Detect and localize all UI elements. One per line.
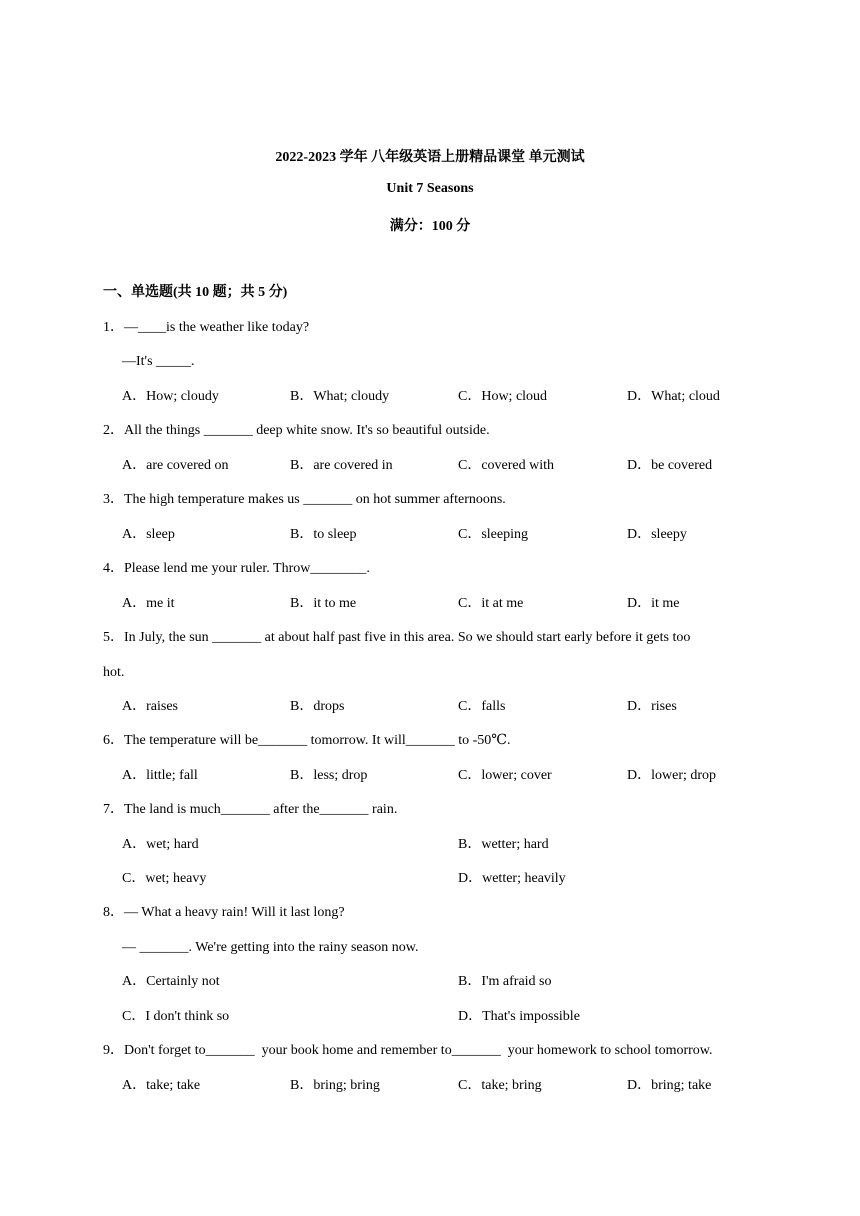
question-1-stem: 1．—____is the weather like today? [103, 320, 310, 335]
question-9-stem: 9．Don't forget to_______ your book home and remember to_______ your homework to school tomorrow. [103, 1043, 713, 1058]
question-4-option-d[interactable]: D．it me [627, 596, 680, 611]
question-3-option-a[interactable]: A．sleep [122, 527, 175, 542]
question-8-option-a[interactable]: A．Certainly not [122, 974, 220, 989]
question-8-option-d[interactable]: D．That's impossible [458, 1009, 580, 1024]
question-3-option-d[interactable]: D．sleepy [627, 527, 687, 542]
question-2-option-c[interactable]: C．covered with [458, 458, 555, 473]
question-4-option-c[interactable]: C．it at me [458, 596, 524, 611]
question-1-option-b[interactable]: B．What; cloudy [290, 389, 390, 404]
question-2-stem: 2．All the things _______ deep white snow. It's so beautiful outside. [103, 423, 490, 438]
question-1-reply: —It's _____. [122, 354, 195, 369]
question-8-option-b[interactable]: B．I'm afraid so [458, 974, 552, 989]
question-7-option-c[interactable]: C．wet; heavy [122, 871, 207, 886]
question-8-option-c[interactable]: C．I don't think so [122, 1009, 230, 1024]
question-4-option-a[interactable]: A．me it [122, 596, 175, 611]
question-9-option-d[interactable]: D．bring; take [627, 1078, 712, 1093]
question-6-option-c[interactable]: C．lower; cover [458, 768, 552, 783]
question-1-option-d[interactable]: D．What; cloud [627, 389, 720, 404]
exam-title: 2022-2023 学年 八年级英语上册精品课堂 单元测试 [275, 150, 585, 165]
question-9-option-a[interactable]: A．take; take [122, 1078, 201, 1093]
question-7-stem: 7．The land is much_______ after the_______ rain. [103, 802, 398, 817]
question-1-option-a[interactable]: A．How; cloudy [122, 389, 219, 404]
section-heading: 一、单选题(共 10 题；共 5 分) [103, 285, 288, 300]
question-9-option-c[interactable]: C．take; bring [458, 1078, 542, 1093]
question-5-option-d[interactable]: D．rises [627, 699, 677, 714]
question-2-option-b[interactable]: B．are covered in [290, 458, 393, 473]
question-6-option-a[interactable]: A．little; fall [122, 768, 198, 783]
question-6-option-b[interactable]: B．less; drop [290, 768, 368, 783]
unit-title: Unit 7 Seasons [386, 181, 474, 196]
question-2-option-a[interactable]: A．are covered on [122, 458, 229, 473]
question-5-stem-cont: hot. [103, 665, 125, 680]
question-8-reply: — _______. We're getting into the rainy season now. [122, 940, 419, 955]
full-score: 满分：100 分 [389, 219, 471, 234]
question-2-option-d[interactable]: D．be covered [627, 458, 713, 473]
question-5-option-a[interactable]: A．raises [122, 699, 178, 714]
question-6-stem: 6．The temperature will be_______ tomorrow. It will_______ to -50℃. [103, 733, 511, 748]
question-7-option-d[interactable]: D．wetter; heavily [458, 871, 566, 886]
question-7-option-b[interactable]: B．wetter; hard [458, 837, 549, 852]
question-7-option-a[interactable]: A．wet; hard [122, 837, 199, 852]
question-4-stem: 4．Please lend me your ruler. Throw________. [103, 561, 370, 576]
question-6-option-d[interactable]: D．lower; drop [627, 768, 717, 783]
question-4-option-b[interactable]: B．it to me [290, 596, 357, 611]
question-8-stem: 8．— What a heavy rain! Will it last long? [103, 905, 345, 920]
question-9-option-b[interactable]: B．bring; bring [290, 1078, 380, 1093]
question-1-option-c[interactable]: C．How; cloud [458, 389, 548, 404]
question-5-option-b[interactable]: B．drops [290, 699, 345, 714]
question-3-option-c[interactable]: C．sleeping [458, 527, 528, 542]
question-3-stem: 3．The high temperature makes us _______ on hot summer afternoons. [103, 492, 506, 507]
question-5-option-c[interactable]: C．falls [458, 699, 506, 714]
question-3-option-b[interactable]: B．to sleep [290, 527, 357, 542]
question-5-stem: 5．In July, the sun _______ at about half past five in this area. So we should start early before it gets too [103, 630, 691, 645]
